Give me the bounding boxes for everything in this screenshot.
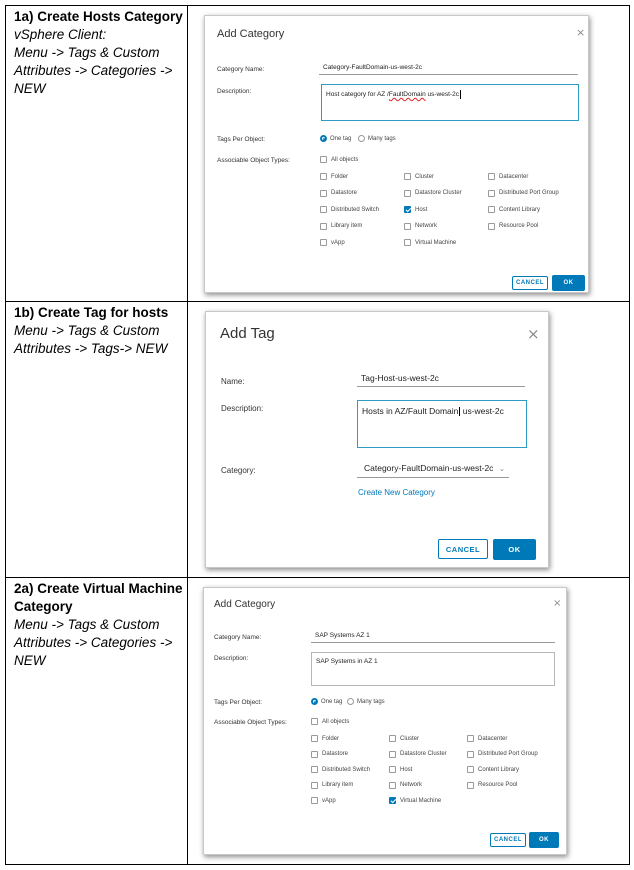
many-tags-radio[interactable]: [358, 135, 396, 142]
checkbox-label: Folder: [322, 735, 340, 742]
screenshot-cell: [188, 578, 630, 865]
checkbox-icon: [467, 782, 474, 789]
step-title: 1a) Create Hosts Category: [14, 9, 183, 24]
description-text: Host category for AZ /: [326, 91, 389, 99]
object-type-checkbox[interactable]: [311, 797, 336, 804]
close-icon[interactable]: ×: [576, 26, 586, 39]
spellcheck-word: FaultDomain: [388, 91, 426, 99]
description-field[interactable]: SAP Systems in AZ 1: [311, 652, 555, 686]
description-label: Description:: [214, 655, 249, 662]
object-type-checkbox[interactable]: [311, 782, 353, 789]
checkbox-label: Network: [415, 223, 438, 229]
category-name-label: Category Name:: [217, 66, 265, 73]
dialog-title: Add Tag: [220, 325, 275, 342]
checkbox-label: Distributed Switch: [322, 766, 371, 773]
one-tag-radio[interactable]: [311, 698, 342, 705]
tags-per-object-label: Tags Per Object:: [214, 699, 263, 706]
checkbox-label: Datacenter: [478, 735, 508, 742]
step-instruction: Attributes -> Categories ->: [14, 63, 173, 78]
checkbox-label: Content Library: [478, 766, 520, 773]
checkbox-icon: [488, 173, 495, 180]
checkbox-icon: [320, 223, 327, 230]
object-type-checkbox[interactable]: [389, 782, 422, 789]
description-label: Description:: [221, 404, 264, 413]
screenshot-cell: [188, 302, 630, 578]
object-type-checkbox[interactable]: [467, 782, 517, 789]
add-category-dialog: [204, 15, 589, 293]
cancel-button[interactable]: CANCEL: [438, 539, 488, 559]
table-row: [6, 6, 630, 302]
checkbox-icon: [311, 797, 318, 804]
checkbox-icon: [467, 766, 474, 773]
object-type-checkbox[interactable]: [389, 797, 441, 804]
add-category-dialog: [203, 587, 567, 855]
checkbox-label: Datastore Cluster: [415, 190, 462, 196]
radio-label: Many tags: [357, 698, 385, 705]
checkbox-label: vApp: [322, 797, 336, 804]
one-tag-radio[interactable]: [320, 135, 351, 142]
category-name-field[interactable]: SAP Systems AZ 1: [311, 632, 555, 643]
step-instruction: vSphere Client:: [14, 27, 107, 42]
checkbox-label: Network: [400, 782, 423, 788]
step-title: 1b) Create Tag for hosts: [14, 305, 169, 320]
step-instruction: NEW: [14, 81, 46, 96]
object-type-checkbox[interactable]: [404, 239, 456, 246]
checkbox-icon: [404, 173, 411, 180]
category-label: Category:: [221, 466, 256, 475]
description-text: Hosts in AZ/Fault Domain: [362, 406, 459, 416]
ok-button[interactable]: OK: [493, 539, 536, 560]
category-name-label: Category Name:: [214, 634, 262, 641]
dialog-title: Add Category: [217, 28, 285, 40]
object-type-checkbox[interactable]: [488, 173, 528, 180]
object-type-checkbox[interactable]: [488, 190, 559, 197]
checkbox-label: Virtual Machine: [400, 797, 442, 804]
checkbox-icon: [389, 782, 396, 789]
checkbox-icon: [311, 782, 318, 789]
checkbox-icon: [404, 190, 411, 197]
name-label: Name:: [221, 377, 245, 386]
object-type-checkbox[interactable]: [311, 766, 370, 773]
checkbox-label: Datastore Cluster: [400, 751, 447, 757]
radio-label: One tag: [330, 135, 352, 142]
category-name-field[interactable]: Category-FaultDomain-us-west-2c: [319, 64, 578, 75]
checkbox-icon: [311, 751, 318, 758]
checkbox-icon: [467, 751, 474, 758]
step-cell: [6, 578, 188, 865]
tags-per-object-label: Tags Per Object:: [217, 136, 266, 143]
checkbox-icon: [488, 223, 495, 230]
screenshot-cell: [188, 6, 630, 302]
all-objects-checkbox[interactable]: [320, 156, 358, 163]
object-type-checkbox[interactable]: [311, 751, 348, 758]
checkbox-checked-icon: [404, 206, 411, 213]
radio-selected-icon: [311, 698, 318, 705]
checkbox-label: Content Library: [499, 206, 541, 213]
object-type-checkbox[interactable]: [311, 735, 339, 742]
category-select-value: Category-FaultDomain-us-west-2c: [364, 463, 494, 473]
radio-icon: [358, 135, 365, 142]
checkbox-icon: [320, 173, 327, 180]
checkbox-icon: [311, 718, 318, 725]
object-type-checkbox[interactable]: [488, 223, 538, 230]
checkbox-icon: [389, 766, 396, 773]
description-field[interactable]: [321, 84, 579, 121]
object-type-checkbox[interactable]: [320, 173, 348, 180]
checkbox-icon: [389, 735, 396, 742]
object-type-checkbox[interactable]: [467, 735, 507, 742]
checkbox-label: Datacenter: [499, 173, 529, 180]
checkbox-label: Library item: [331, 223, 363, 229]
description-label: Description:: [217, 88, 252, 95]
add-tag-dialog: [205, 311, 549, 568]
checkbox-label: Resource Pool: [499, 223, 539, 229]
checkbox-label: Resource Pool: [478, 782, 518, 788]
chevron-down-icon: ⌄: [499, 466, 505, 473]
object-type-checkbox[interactable]: [404, 206, 427, 213]
checkbox-label: Datastore: [331, 190, 358, 196]
step-instruction: Menu -> Tags & Custom: [14, 45, 160, 60]
checkbox-icon: [488, 190, 495, 197]
checkbox-label: Distributed Port Group: [478, 751, 538, 757]
associable-types-label: Associable Object Types:: [214, 719, 287, 726]
step-cell: [6, 302, 188, 578]
step-title: 2a) Create Virtual Machine: [14, 581, 183, 596]
checkbox-label: Virtual Machine: [415, 239, 457, 246]
step-instruction: Attributes -> Tags-> NEW: [14, 341, 168, 356]
instructions-table: [5, 5, 630, 865]
object-type-checkbox[interactable]: [320, 190, 357, 197]
checkbox-icon: [320, 206, 327, 213]
checkbox-label: Folder: [331, 173, 349, 180]
category-select[interactable]: [357, 463, 509, 478]
many-tags-radio[interactable]: [347, 698, 385, 705]
table-row: [6, 302, 630, 578]
create-new-category-link[interactable]: Create New Category: [358, 488, 435, 497]
step-instruction: NEW: [14, 653, 46, 668]
object-type-checkbox[interactable]: [467, 766, 519, 773]
checkbox-checked-icon: [389, 797, 396, 804]
checkbox-label: Cluster: [400, 735, 420, 742]
checkbox-icon: [320, 156, 327, 163]
radio-icon: [347, 698, 354, 705]
object-type-checkbox[interactable]: [404, 190, 462, 197]
all-objects-checkbox[interactable]: [311, 718, 349, 725]
radio-label: Many tags: [368, 135, 396, 142]
table-row: [6, 578, 630, 865]
object-type-checkbox[interactable]: [389, 735, 419, 742]
object-type-checkbox[interactable]: [320, 206, 379, 213]
checkbox-icon: [311, 735, 318, 742]
checkbox-label: Library item: [322, 782, 354, 788]
step-instruction: Menu -> Tags & Custom: [14, 323, 160, 338]
checkbox-label: vApp: [331, 239, 345, 246]
checkbox-label: Distributed Switch: [331, 206, 380, 213]
object-type-checkbox[interactable]: [320, 223, 362, 230]
checkbox-label: Datastore: [322, 751, 349, 757]
checkbox-icon: [404, 239, 411, 246]
cancel-button[interactable]: CANCEL: [490, 833, 526, 847]
ok-button[interactable]: OK: [529, 832, 559, 848]
checkbox-icon: [320, 239, 327, 246]
object-type-checkbox[interactable]: [320, 239, 345, 246]
checkbox-icon: [404, 223, 411, 230]
checkbox-label: Cluster: [415, 173, 435, 180]
dialog-title: Add Category: [214, 599, 276, 610]
cancel-button[interactable]: CANCEL: [512, 276, 548, 290]
object-type-checkbox[interactable]: [467, 751, 538, 758]
description-field[interactable]: [357, 400, 527, 448]
step-instruction: Menu -> Tags & Custom: [14, 617, 160, 632]
radio-label: One tag: [321, 698, 343, 705]
checkbox-label: All objects: [322, 718, 350, 725]
text-caret: [460, 90, 461, 99]
checkbox-label: Distributed Port Group: [499, 190, 559, 196]
object-type-checkbox[interactable]: [389, 766, 412, 773]
object-type-checkbox[interactable]: [488, 206, 540, 213]
name-field[interactable]: Tag-Host-us-west-2c: [357, 373, 525, 387]
step-cell: [6, 6, 188, 302]
step-title: Category: [14, 599, 73, 614]
description-text: us-west-2c: [460, 406, 504, 416]
object-type-checkbox[interactable]: [404, 173, 434, 180]
checkbox-icon: [389, 751, 396, 758]
checkbox-icon: [311, 766, 318, 773]
associable-types-label: Associable Object Types:: [217, 157, 290, 164]
checkbox-icon: [320, 190, 327, 197]
checkbox-icon: [488, 206, 495, 213]
close-icon[interactable]: ×: [527, 325, 540, 343]
close-icon[interactable]: ×: [553, 598, 562, 609]
checkbox-label: Host: [400, 766, 413, 773]
ok-button[interactable]: OK: [552, 275, 585, 291]
step-instruction: Attributes -> Categories ->: [14, 635, 173, 650]
description-text: us-west-2c: [425, 91, 459, 99]
checkbox-label: Host: [415, 206, 428, 213]
object-type-checkbox[interactable]: [389, 751, 447, 758]
object-type-checkbox[interactable]: [404, 223, 437, 230]
checkbox-label: All objects: [331, 156, 359, 163]
checkbox-icon: [467, 735, 474, 742]
radio-selected-icon: [320, 135, 327, 142]
